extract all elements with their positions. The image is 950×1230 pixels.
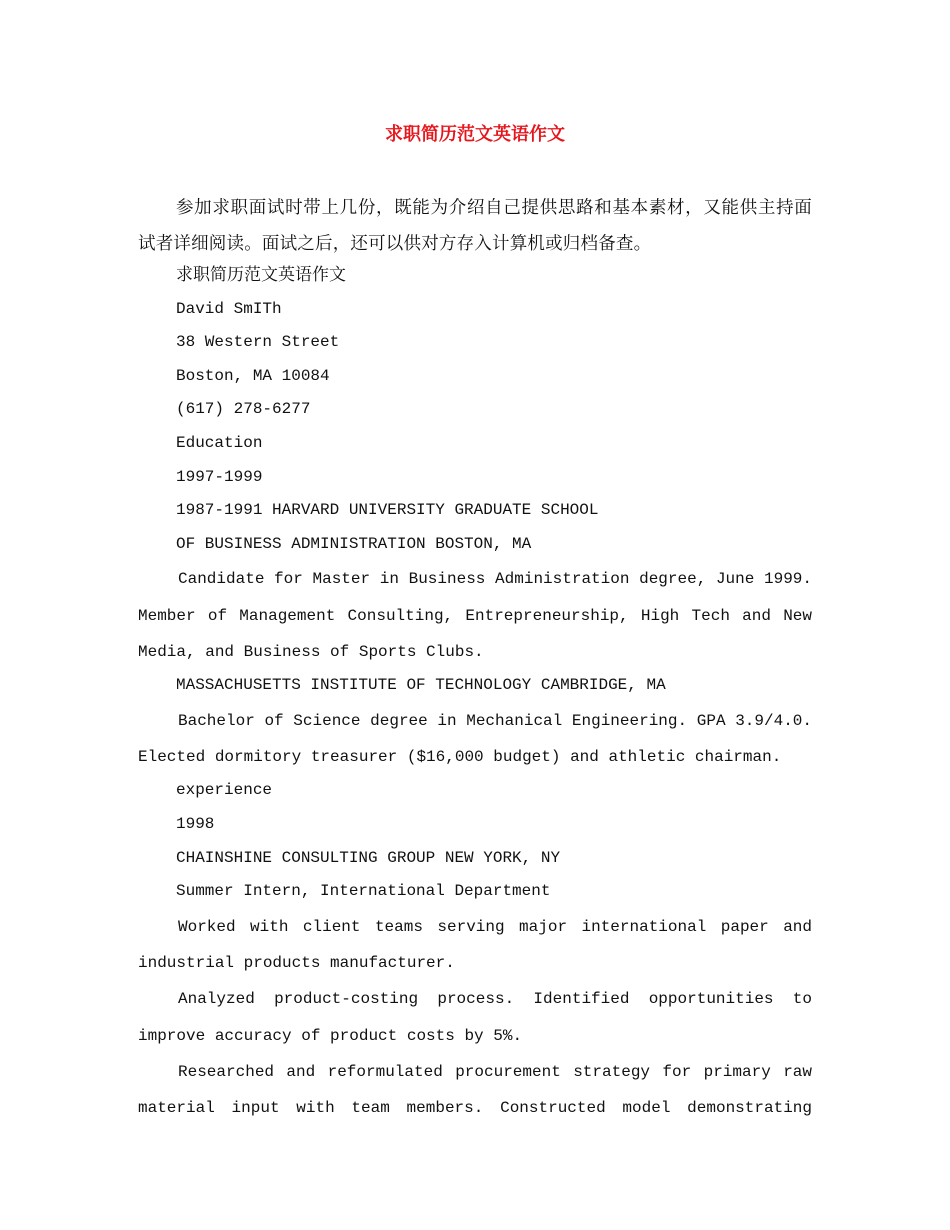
name-line: David SmITh: [176, 299, 282, 318]
document-title: 求职简历范文英语作文: [385, 124, 565, 145]
subtitle-line: 求职简历范文英语作文: [176, 265, 346, 285]
experience-heading: experience: [176, 781, 273, 800]
phone-line: (617) 278-6277: [176, 400, 311, 419]
years-line: 1997-1999: [176, 467, 263, 486]
school-line: 1987-1991 HARVARD UNIVERSITY GRADUATE SCHOOL: [176, 501, 599, 520]
position-line: Summer Intern, International Department: [176, 882, 551, 901]
experience-year: 1998: [176, 815, 215, 834]
school-continuation-line: OF BUSINESS ADMINISTRATION BOSTON, MA: [176, 534, 532, 553]
street-line: 38 Western Street: [176, 333, 340, 352]
company-line: CHAINSHINE CONSULTING GROUP NEW YORK, NY: [176, 848, 561, 867]
document-body: [138, 190, 812, 1127]
school-2-line: MASSACHUSETTS INSTITUTE OF TECHNOLOGY CAMBRIDGE, MA: [176, 676, 666, 695]
intro-paragraph: 参加求职面试时带上几份，既能为介绍自己提供思路和基本素材，又能供主持面试者详细阅读。面试之后，还可以供对方存入计算机或归档备查。: [138, 198, 812, 254]
city-line: Boston, MA 10084: [176, 366, 330, 385]
experience-item-1: Worked with client teams serving major international paper and industrial products manufacturer.: [138, 917, 812, 973]
experience-item-2: Analyzed product-costing process. Identified opportunities to improve accuracy of product costs by 5%.: [138, 990, 812, 1045]
education-heading: Education: [176, 433, 263, 452]
school-1-description: Candidate for Master in Business Administration degree, June 1999. Member of Management Consulting, Entrepreneurship, High Tech and New Media, and Business of Sports Clubs.: [138, 570, 812, 661]
school-2-description: Bachelor of Science degree in Mechanical Engineering. GPA 3.9/4.0. Elected dormitory treasurer ($16,000 budget) and athletic chairman.: [138, 711, 812, 767]
experience-item-3: Researched and reformulated procurement strategy for primary raw material input with team members. Constructed model demonstrating: [138, 1062, 812, 1118]
